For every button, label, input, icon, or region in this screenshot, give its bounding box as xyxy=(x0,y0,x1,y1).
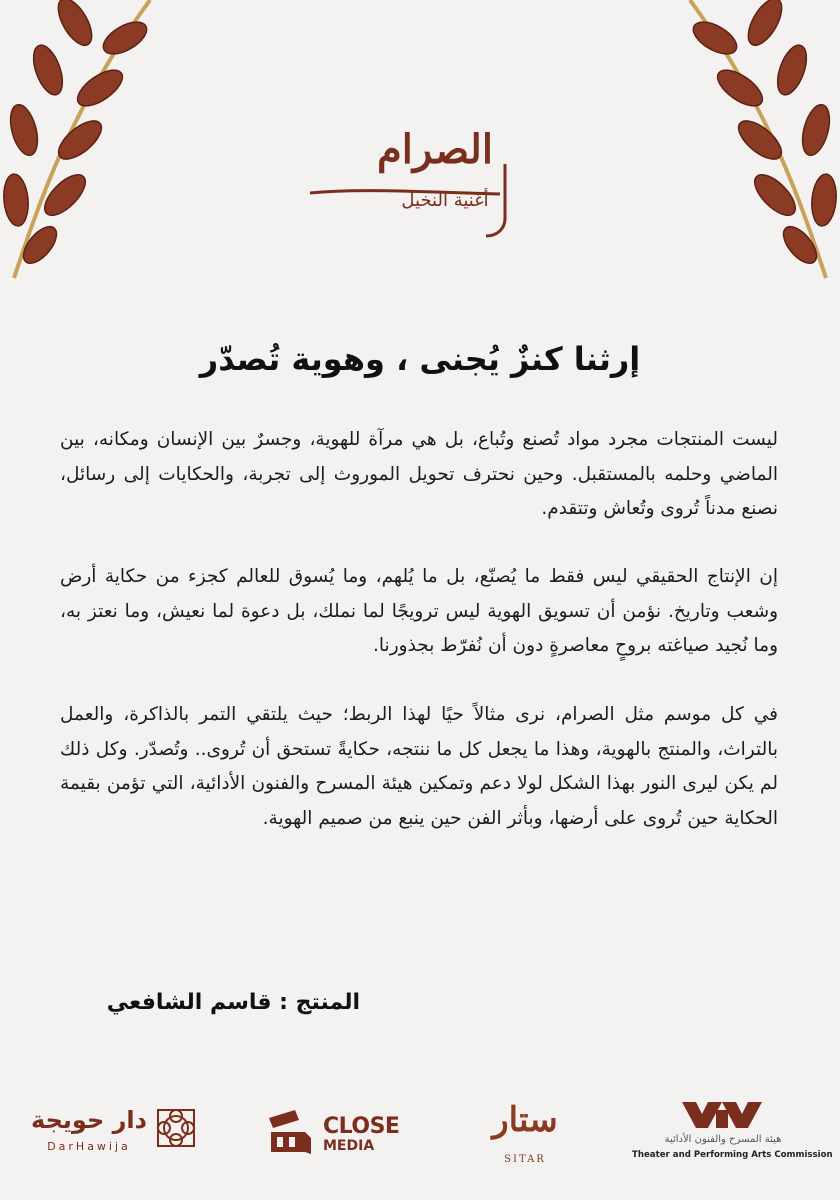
sitar-english-name: SITAR xyxy=(504,1154,546,1165)
dar-hawija-arabic-name: دار حويجة xyxy=(31,1106,147,1134)
geometric-rosette-icon xyxy=(154,1106,198,1150)
close-media-logo xyxy=(265,1100,415,1180)
alsaram-logo xyxy=(300,118,530,238)
paragraph-1: ليست المنتجات مجرد مواد تُصنع وتُباع، بل هي مرآة للهوية، وجسرٌ بين الإنسان ومكانه، بين الماضي وحلمه بالمستقبل. وحين نحترف تحويل الموروث إلى تجربة، والحكايات إلى رسائل، نصنع مدناً تُروى وتُعاش وتتقدم. xyxy=(60,429,778,519)
dar-hawija-logo xyxy=(30,1100,200,1180)
media-wordmark: MEDIA xyxy=(323,1138,375,1154)
left-date-branch-illustration xyxy=(0,0,170,285)
headline: إرثنا كنزٌ يُجنى ، وهوية تُصدّر xyxy=(199,340,641,378)
right-date-branch-illustration xyxy=(670,0,840,285)
tpac-emblem-icon xyxy=(682,1100,762,1130)
paragraph-3: في كل موسم مثل الصرام، نرى مثالاً حيًا لهذا الربط؛ حيث يلتقي التمر بالذاكرة، والعمل بالتراث، والمنتج بالهوية، وهذا ما يجعل كل ما ننتجه، حكايةً تستحق أن تُروى.. وتُصدّر. وكل ذلك لم يكن ليرى النور بهذا الشكل لولا دعم وتمكين هيئة المسرح والفنون الأدائية، التي تؤمن بقيمة الحكاية حين تُروى على أرضها، وبأثر الفن حين ينبع من صميم الهوية. xyxy=(60,704,778,829)
paragraph-2: إن الإنتاج الحقيقي ليس فقط ما يُصنّع، بل ما يُلهم، وما يُسوق للعالم كجزء من حكاية أرض وشعب وتاريخ. نؤمن أن تسويق الهوية ليس ترويجًا لما نملك، بل دعوة لما نعيش، وما نعتز به، وما نُجيد صياغته بروحٍ معاصرةٍ دون أن نُفرّط بجذورنا. xyxy=(60,566,778,656)
producer-credit: المنتج : قاسم الشافعي xyxy=(106,990,360,1015)
logo-subtitle: أغنية النخيل xyxy=(401,190,489,211)
sitar-arabic-name: ستار xyxy=(492,1100,558,1140)
dar-hawija-english-name: DarHawija xyxy=(47,1140,131,1153)
tpac-logo xyxy=(632,1100,833,1180)
tpac-arabic-name: هيئة المسرح والفنون الأدائية xyxy=(664,1134,782,1145)
tpac-english-name: Theater and Performing Arts Commission xyxy=(632,1150,833,1160)
logo-title: الصرام xyxy=(377,126,493,173)
close-wordmark: CLOSE xyxy=(323,1114,400,1139)
sitar-logo xyxy=(470,1100,580,1180)
film-clapper-icon xyxy=(265,1108,313,1156)
